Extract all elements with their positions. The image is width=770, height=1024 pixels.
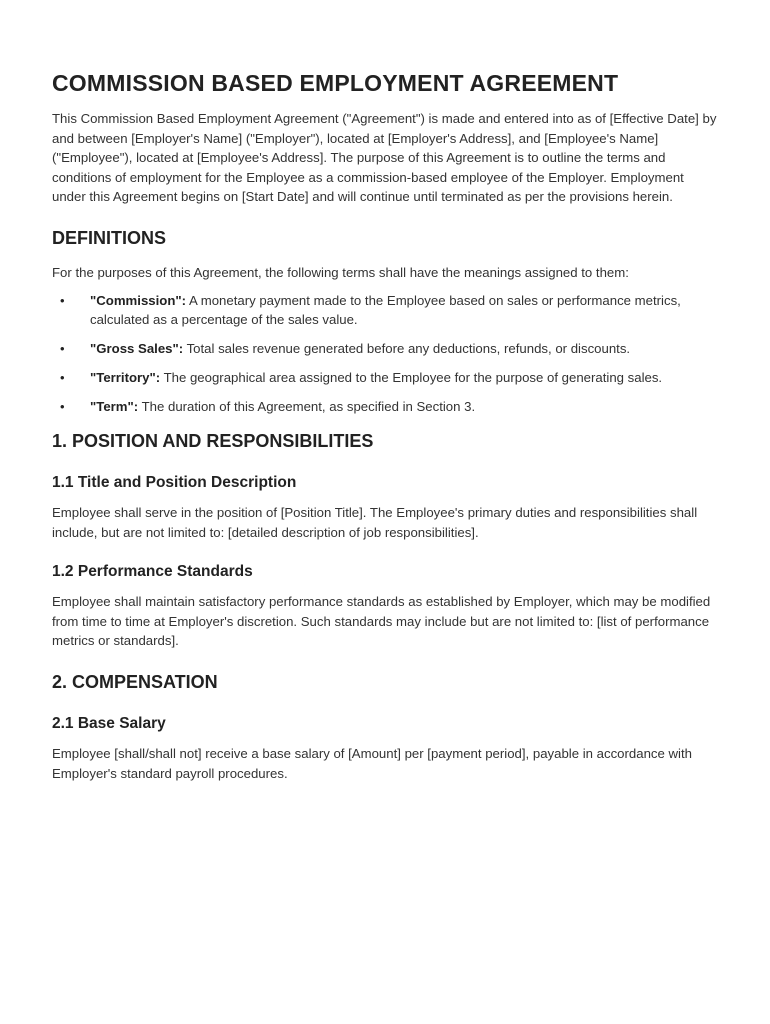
section-1-heading: 1. POSITION AND RESPONSIBILITIES	[52, 431, 374, 452]
bullet-icon: •	[60, 341, 65, 357]
section-1-1-text: Employee shall serve in the position of [Position Title]. The Employee's primary duties and responsibilities shall include, but are not limited to: [detailed description of job responsibilities].	[52, 505, 698, 540]
definition-text: Total sales revenue generated before any deductions, refunds, or discounts.	[183, 341, 631, 357]
intro-paragraph: This Commission Based Employment Agreement ("Agreement") is made and entered into as of [Effective Date] by and between [Employer's Name] ("Employer"), located at [Employer's Address], and [Employee's Name] ("Employee"), located at [Employee's Address]. The purpose of this Agreement is to outline the terms and conditions of employment for the Employee as a commission-based employee of the Employer. Employment under this Agreement begins on [Start Date] and will continue until terminated as per the provisions herein.	[52, 111, 717, 205]
document-title: COMMISSION BASED EMPLOYMENT AGREEMENT	[52, 70, 619, 96]
definition-term: "Gross Sales":	[90, 341, 184, 357]
list-item	[52, 339, 720, 359]
definition-term: "Territory":	[90, 370, 161, 386]
list-item	[52, 368, 720, 388]
list-item	[52, 291, 720, 330]
section-1-1-heading: 1.1 Title and Position Description	[52, 474, 297, 492]
section-1-2-heading: 1.2 Performance Standards	[52, 563, 253, 581]
bullet-icon: •	[60, 292, 65, 308]
bullet-icon: •	[60, 370, 65, 386]
definition-text: A monetary payment made to the Employee based on sales or performance metrics, calculated as a percentage of the sales value.	[90, 292, 681, 328]
section-2-heading: 2. COMPENSATION	[52, 672, 218, 692]
section-2-1-text: Employee [shall/shall not] receive a base salary of [Amount] per [payment period], payable in accordance with Employer's standard payroll procedures.	[52, 746, 692, 781]
definition-term: "Term":	[90, 399, 139, 415]
definitions-intro: For the purposes of this Agreement, the following terms shall have the meanings assigned to them:	[52, 264, 629, 280]
list-item	[52, 397, 720, 417]
definition-text: The geographical area assigned to the Employee for the purpose of generating sales.	[160, 370, 663, 386]
bullet-icon: •	[60, 399, 65, 415]
section-1-2-text: Employee shall maintain satisfactory performance standards as established by Employer, which may be modified from time to time at Employer's discretion. Such standards may include but are not limited to: [list of performance metrics or standards].	[52, 594, 711, 649]
definition-text: The duration of this Agreement, as specified in Section 3.	[138, 399, 476, 415]
section-2-1-heading: 2.1 Base Salary	[52, 715, 166, 732]
definitions-heading: DEFINITIONS	[52, 227, 167, 248]
definitions-list	[52, 291, 720, 417]
definition-term: "Commission":	[90, 292, 187, 308]
